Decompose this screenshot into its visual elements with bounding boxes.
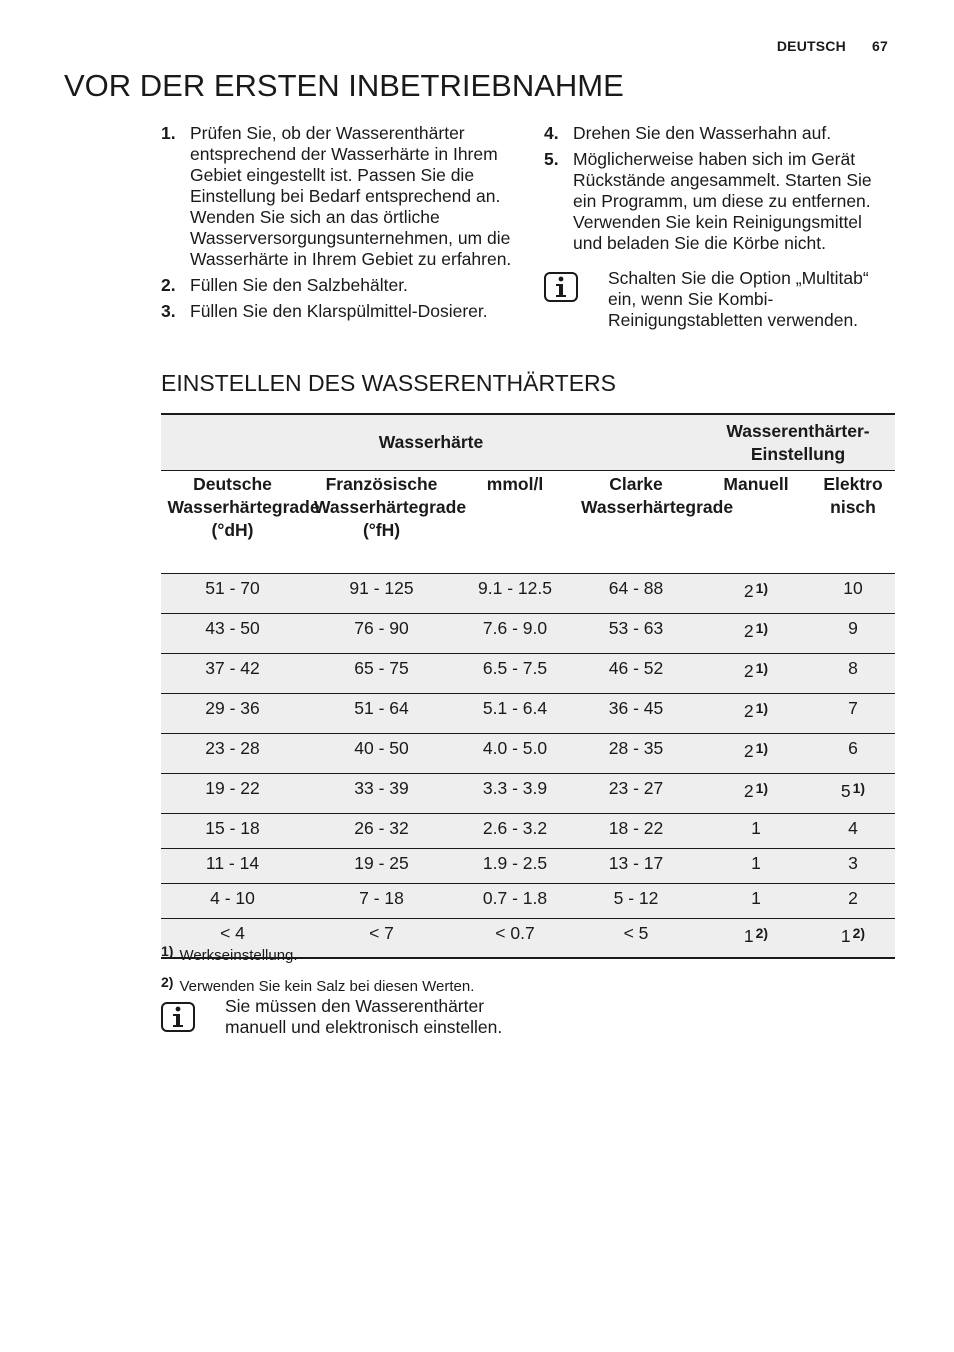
step-text: Prüfen Sie, ob der Wasserenthärter entsprechend der Wasserhärte in Ihrem Gebiet eingestellt ist. Passen Sie die Einstellung bei Bedarf entsprechend an. Wenden Sie sich an das örtliche Wasserversorgungsunternehmen, um die Wasserhärte in Ihrem Gebiet zu erfahren. xyxy=(190,123,512,269)
cell-value: 1 xyxy=(751,853,761,873)
table-row xyxy=(161,884,895,919)
cell-value: 10 xyxy=(843,578,863,598)
step-number: 1. xyxy=(161,123,176,143)
info-icon xyxy=(161,1002,195,1032)
cell-clarke: 28 - 35 xyxy=(571,734,701,774)
step-1 xyxy=(161,123,516,270)
col-header-manual: Manuell xyxy=(701,471,811,574)
footnote-ref: 1) xyxy=(755,740,769,756)
cell-mmol: 9.1 - 12.5 xyxy=(459,574,571,614)
step-4 xyxy=(544,123,894,144)
cell-value: 2 xyxy=(743,781,754,801)
page-header xyxy=(777,38,888,54)
footnote-ref: 2) xyxy=(852,925,866,941)
cell-electronic xyxy=(811,694,895,734)
cell-fh: < 7 xyxy=(304,919,459,959)
table-row xyxy=(161,814,895,849)
cell-value: 4 xyxy=(848,818,858,838)
table-row xyxy=(161,774,895,814)
table-row xyxy=(161,734,895,774)
cell-fh: 51 - 64 xyxy=(304,694,459,734)
cell-fh: 40 - 50 xyxy=(304,734,459,774)
cell-value: 9 xyxy=(848,618,858,638)
cell-manual xyxy=(701,654,811,694)
cell-value: 7 xyxy=(848,698,858,718)
cell-manual xyxy=(701,849,811,884)
step-3 xyxy=(161,301,516,322)
cell-dh: 19 - 22 xyxy=(161,774,304,814)
cell-value: 1 xyxy=(751,888,761,908)
cell-electronic xyxy=(811,884,895,919)
cell-manual xyxy=(701,574,811,614)
cell-value: 1 xyxy=(743,926,754,946)
cell-mmol: 3.3 - 3.9 xyxy=(459,774,571,814)
steps-left xyxy=(161,123,516,327)
footnote-ref: 1) xyxy=(755,620,769,636)
cell-fh: 26 - 32 xyxy=(304,814,459,849)
cell-clarke: 46 - 52 xyxy=(571,654,701,694)
step-number: 5. xyxy=(544,149,559,169)
step-text: Füllen Sie den Klarspülmittel-Dosierer. xyxy=(190,301,488,321)
cell-fh: 7 - 18 xyxy=(304,884,459,919)
info-note-manual-electronic xyxy=(161,996,521,1038)
footnote-text: Werkseinstellung. xyxy=(179,947,298,964)
table-row xyxy=(161,849,895,884)
step-text: Füllen Sie den Salzbehälter. xyxy=(190,275,408,295)
cell-clarke: 13 - 17 xyxy=(571,849,701,884)
info-note-multitab xyxy=(544,268,894,331)
cell-fh: 33 - 39 xyxy=(304,774,459,814)
step-number: 3. xyxy=(161,301,176,321)
footnotes xyxy=(161,938,474,1000)
col-header-fh-text: Französische Wasserhärtegrade (°fH) xyxy=(314,474,467,540)
cell-manual xyxy=(701,884,811,919)
cell-clarke: < 5 xyxy=(571,919,701,959)
col-header-dh-text: Deutsche Wasserhärtegrade (°dH) xyxy=(167,474,320,540)
cell-dh: 4 - 10 xyxy=(161,884,304,919)
footnote-1 xyxy=(161,938,474,969)
cell-fh: 65 - 75 xyxy=(304,654,459,694)
cell-dh: < 4 xyxy=(161,919,304,959)
cell-mmol: 6.5 - 7.5 xyxy=(459,654,571,694)
footnote-text: Verwenden Sie kein Salz bei diesen Werten. xyxy=(179,978,475,995)
col-header-clarke xyxy=(571,471,734,574)
group-header-setting-text: Wasserenthärter-Einstellung xyxy=(726,420,870,464)
cell-mmol: 1.9 - 2.5 xyxy=(459,849,571,884)
cell-mmol: 5.1 - 6.4 xyxy=(459,694,571,734)
cell-clarke: 5 - 12 xyxy=(571,884,701,919)
cell-value: 1 xyxy=(840,926,851,946)
cell-manual xyxy=(701,919,811,959)
page-number: 67 xyxy=(872,38,888,54)
footnote-mark: 2) xyxy=(161,974,174,990)
cell-manual xyxy=(701,774,811,814)
cell-fh: 91 - 125 xyxy=(304,574,459,614)
table-row xyxy=(161,654,895,694)
step-number: 4. xyxy=(544,123,559,143)
cell-fh: 76 - 90 xyxy=(304,614,459,654)
group-header-hardness: Wasserhärte xyxy=(161,414,701,471)
footnote-mark: 1) xyxy=(161,943,174,959)
cell-manual xyxy=(701,694,811,734)
step-2 xyxy=(161,275,516,296)
step-number: 2. xyxy=(161,275,176,295)
footnote-ref: 1) xyxy=(755,660,769,676)
cell-value: 2 xyxy=(848,888,858,908)
col-header-dh xyxy=(161,471,320,574)
cell-electronic xyxy=(811,614,895,654)
col-header-mmol: mmol/l xyxy=(459,471,571,574)
footnote-ref: 1) xyxy=(755,580,769,596)
cell-clarke: 36 - 45 xyxy=(571,694,701,734)
cell-value: 2 xyxy=(743,741,754,761)
cell-electronic xyxy=(811,774,895,814)
cell-manual xyxy=(701,734,811,774)
cell-value: 2 xyxy=(743,701,754,721)
cell-value: 8 xyxy=(848,658,858,678)
cell-fh: 19 - 25 xyxy=(304,849,459,884)
table-row xyxy=(161,574,895,614)
cell-dh: 23 - 28 xyxy=(161,734,304,774)
cell-value: 3 xyxy=(848,853,858,873)
cell-manual xyxy=(701,814,811,849)
step-5 xyxy=(544,149,894,254)
cell-mmol: 2.6 - 3.2 xyxy=(459,814,571,849)
steps-right xyxy=(544,123,894,331)
cell-dh: 29 - 36 xyxy=(161,694,304,734)
cell-electronic xyxy=(811,654,895,694)
cell-value: 5 xyxy=(840,781,851,801)
cell-electronic xyxy=(811,814,895,849)
table-row xyxy=(161,614,895,654)
cell-dh: 51 - 70 xyxy=(161,574,304,614)
info-icon xyxy=(544,272,578,302)
col-header-electronic-text: Elektronisch xyxy=(823,474,883,517)
cell-clarke: 23 - 27 xyxy=(571,774,701,814)
cell-value: 2 xyxy=(743,661,754,681)
info-text: Schalten Sie die Option „Multitab“ ein, wenn Sie Kombi-Reinigungstabletten verwenden. xyxy=(608,268,869,330)
cell-value: 2 xyxy=(743,621,754,641)
cell-electronic xyxy=(811,574,895,614)
footnote-ref: 1) xyxy=(755,780,769,796)
cell-electronic xyxy=(811,734,895,774)
col-header-clarke-text: Clarke Wasserhärtegrade xyxy=(581,474,734,517)
cell-dh: 43 - 50 xyxy=(161,614,304,654)
cell-dh: 11 - 14 xyxy=(161,849,304,884)
water-hardness-table xyxy=(161,413,895,959)
cell-mmol: 4.0 - 5.0 xyxy=(459,734,571,774)
footnote-ref: 2) xyxy=(755,925,769,941)
cell-value: 1 xyxy=(751,818,761,838)
cell-clarke: 18 - 22 xyxy=(571,814,701,849)
cell-value: 2 xyxy=(743,581,754,601)
table-row xyxy=(161,694,895,734)
section-title: EINSTELLEN DES WASSERENTHÄRTERS xyxy=(161,370,616,396)
cell-manual xyxy=(701,614,811,654)
footnote-ref: 1) xyxy=(852,780,866,796)
col-header-electronic xyxy=(811,471,895,574)
info-text: Sie müssen den Wasserenthärter manuell und elektronisch einstellen. xyxy=(225,996,503,1037)
col-header-fh xyxy=(304,471,467,574)
footnote-ref: 1) xyxy=(755,700,769,716)
cell-dh: 15 - 18 xyxy=(161,814,304,849)
cell-clarke: 53 - 63 xyxy=(571,614,701,654)
cell-mmol: 0.7 - 1.8 xyxy=(459,884,571,919)
cell-mmol: 7.6 - 9.0 xyxy=(459,614,571,654)
step-text: Drehen Sie den Wasserhahn auf. xyxy=(573,123,832,143)
page-title: VOR DER ERSTEN INBETRIEBNAHME xyxy=(64,68,624,103)
step-text: Möglicherweise haben sich im Gerät Rückstände angesammelt. Starten Sie ein Programm, um diese zu entfernen. Verwenden Sie kein Reinigungsmittel und beladen Sie die Körbe nicht. xyxy=(573,149,872,253)
header-language: DEUTSCH xyxy=(776,38,846,54)
cell-electronic xyxy=(811,919,895,959)
cell-dh: 37 - 42 xyxy=(161,654,304,694)
group-header-setting xyxy=(701,414,895,471)
cell-mmol: < 0.7 xyxy=(459,919,571,959)
cell-electronic xyxy=(811,849,895,884)
cell-clarke: 64 - 88 xyxy=(571,574,701,614)
cell-value: 6 xyxy=(848,738,858,758)
